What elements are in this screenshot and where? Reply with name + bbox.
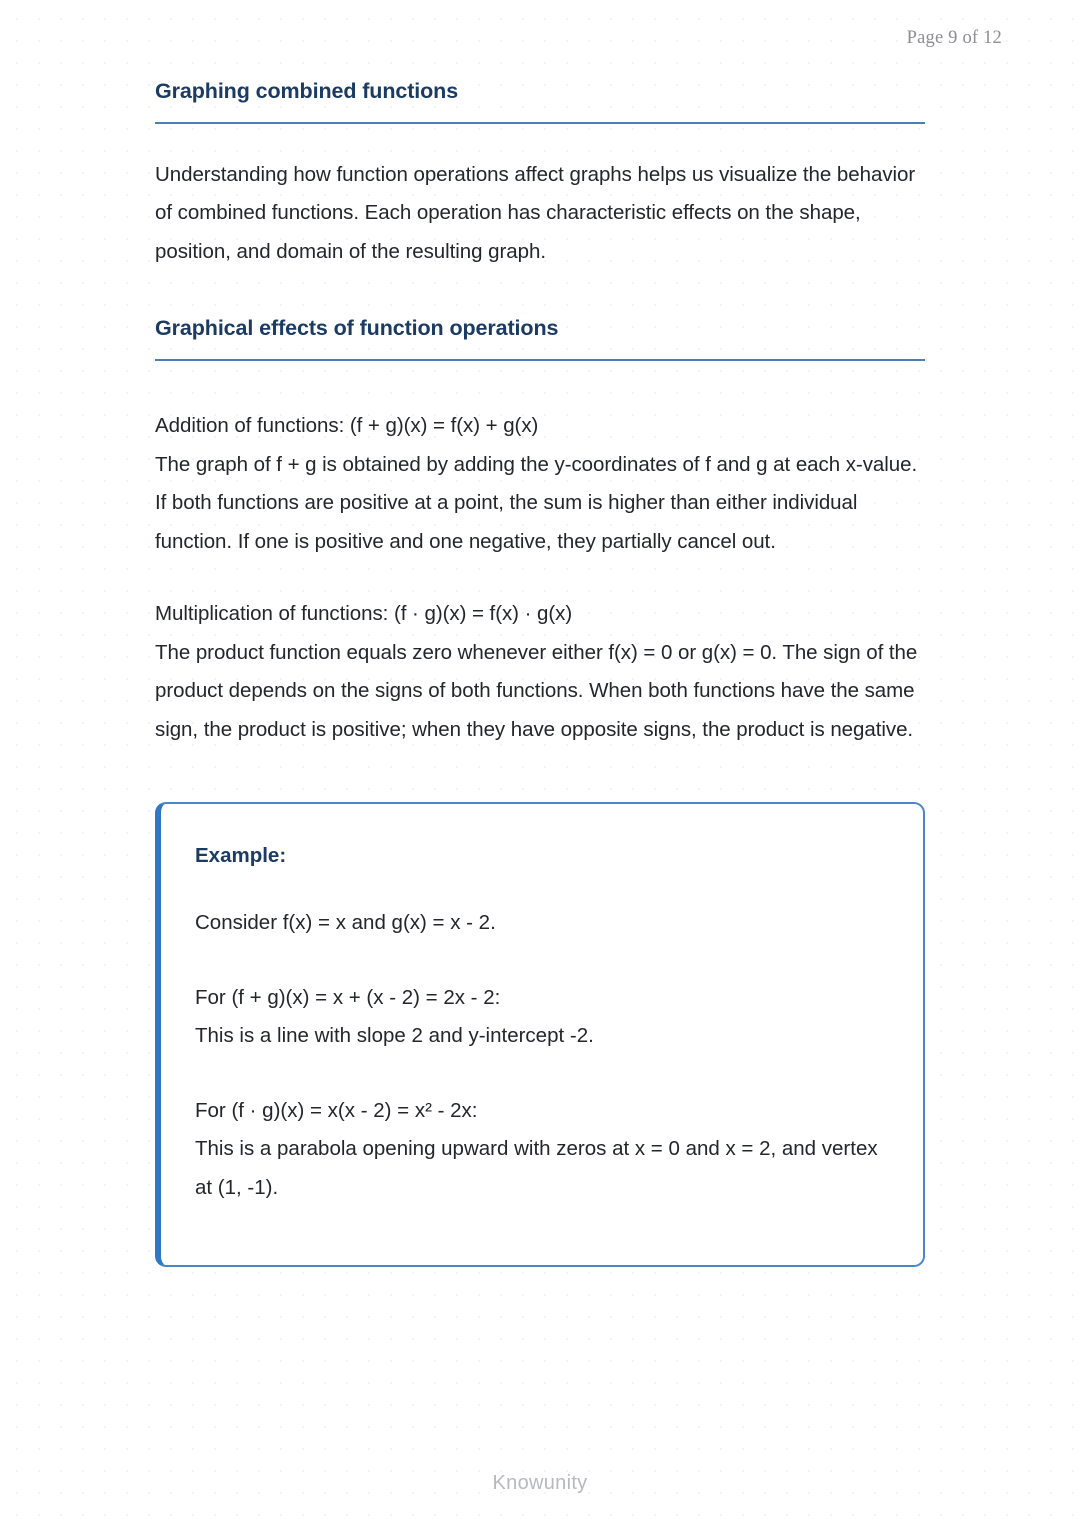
title-block: [155, 78, 925, 124]
example-product-formula: For (f · g)(x) = x(x - 2) = x² - 2x:: [195, 1098, 478, 1122]
page-indicator: Page 9 of 12: [906, 28, 1002, 48]
addition-description: The graph of f + g is obtained by adding the y-coordinates of f and g at each x-value. If both functions are positive at a point, the sum is higher than either individual function. If one is positive and one negative, they partially cancel out.: [155, 452, 918, 553]
multiplication-formula: Multiplication of functions: (f · g)(x) = f(x) · g(x): [155, 602, 573, 626]
operations-heading: Graphical effects of function operations: [155, 316, 559, 341]
example-sum-case: [195, 979, 889, 1056]
multiplication-block: [155, 595, 925, 749]
example-callout: [155, 802, 925, 1267]
operations-heading-block: [155, 315, 925, 361]
footer-brand: Knowunity: [492, 1472, 588, 1494]
example-sum-explanation: This is a line with slope 2 and y-intercept -2.: [195, 1024, 594, 1048]
page-title: Graphing combined functions: [155, 79, 459, 103]
page-content: [155, 78, 925, 1267]
addition-block: [155, 407, 925, 561]
multiplication-description: The product function equals zero whenever either f(x) = 0 or g(x) = 0. The sign of the product depends on the signs of both functions. When both functions have the same sign, the product is positive; when they have opposite signs, the product is negative.: [155, 640, 918, 741]
example-setup: Consider f(x) = x and g(x) = x - 2.: [195, 911, 496, 935]
operations-divider: [155, 359, 925, 361]
title-divider: [155, 122, 925, 124]
example-sum-formula: For (f + g)(x) = x + (x - 2) = 2x - 2:: [195, 985, 501, 1009]
intro-paragraph: Understanding how function operations affect graphs helps us visualize the behavior of combined functions. Each operation has characteristic effects on the shape, position, and domain of the resulting graph.: [155, 162, 916, 263]
example-product-case: [195, 1092, 889, 1208]
example-label: Example:: [195, 844, 287, 868]
example-product-explanation: This is a parabola opening upward with zeros at x = 0 and x = 2, and vertex at (1, -1).: [195, 1137, 878, 1199]
addition-formula: Addition of functions: (f + g)(x) = f(x) + g(x): [155, 414, 539, 438]
